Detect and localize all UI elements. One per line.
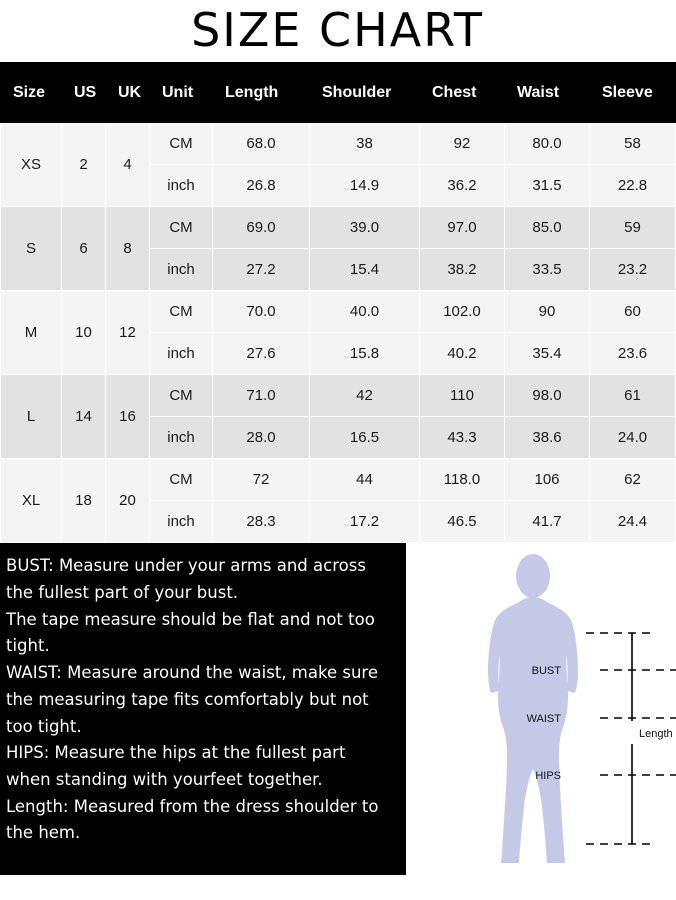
cell-length: 27.2 <box>213 249 310 291</box>
cell-waist: 106 <box>505 459 590 501</box>
instruction-line: when standing with yourfeet together. <box>6 770 323 790</box>
cell-length: 70.0 <box>213 291 310 333</box>
cell-shoulder: 39.0 <box>310 207 420 249</box>
header-length: Length <box>213 63 310 123</box>
cell-us: 14 <box>62 375 106 459</box>
cell-unit: CM <box>150 207 213 249</box>
cell-chest: 38.2 <box>420 249 505 291</box>
cell-unit: CM <box>150 123 213 165</box>
cell-unit: inch <box>150 249 213 291</box>
cell-length: 68.0 <box>213 123 310 165</box>
instruction-line: WAIST: Measure around the waist, make sure <box>6 663 378 683</box>
cell-sleeve: 58 <box>590 123 676 165</box>
cell-shoulder: 17.2 <box>310 501 420 543</box>
instruction-line: the fullest part of your bust. <box>6 583 239 603</box>
cell-length: 28.0 <box>213 417 310 459</box>
cell-length: 72 <box>213 459 310 501</box>
header-sleeve: Sleeve <box>590 63 676 123</box>
cell-sleeve: 24.0 <box>590 417 676 459</box>
cell-chest: 43.3 <box>420 417 505 459</box>
instruction-line: the measuring tape fits comfortably but not <box>6 689 369 709</box>
cell-uk: 20 <box>106 459 150 543</box>
cell-us: 6 <box>62 207 106 291</box>
cell-unit: CM <box>150 291 213 333</box>
cell-length: 28.3 <box>213 501 310 543</box>
cell-waist: 98.0 <box>505 375 590 417</box>
instruction-line: The tape measure should be flat and not too <box>6 609 375 629</box>
cell-sleeve: 23.2 <box>590 249 676 291</box>
cell-length: 27.6 <box>213 333 310 375</box>
header-unit: Unit <box>150 63 213 123</box>
cell-shoulder: 44 <box>310 459 420 501</box>
header-uk: UK <box>106 63 150 123</box>
cell-chest: 40.2 <box>420 333 505 375</box>
cell-size: M <box>1 291 62 375</box>
cell-sleeve: 61 <box>590 375 676 417</box>
cell-chest: 46.5 <box>420 501 505 543</box>
cell-us: 2 <box>62 123 106 207</box>
header-size: Size <box>1 63 62 123</box>
page-title: SIZE CHART <box>191 3 484 57</box>
table-row <box>1 123 676 165</box>
cell-shoulder: 15.4 <box>310 249 420 291</box>
cell-chest: 36.2 <box>420 165 505 207</box>
label-waist: WAIST <box>526 713 561 726</box>
label-hips: HIPS <box>535 770 561 783</box>
female-silhouette-icon <box>488 554 578 863</box>
cell-shoulder: 40.0 <box>310 291 420 333</box>
header-waist: Waist <box>505 63 590 123</box>
cell-size: S <box>1 207 62 291</box>
cell-unit: inch <box>150 333 213 375</box>
cell-unit: CM <box>150 375 213 417</box>
cell-length: 26.8 <box>213 165 310 207</box>
cell-length: 71.0 <box>213 375 310 417</box>
instruction-line: too tight. <box>6 716 82 736</box>
cell-waist: 85.0 <box>505 207 590 249</box>
size-chart-table <box>0 62 676 543</box>
header-us: US <box>62 63 106 123</box>
cell-uk: 16 <box>106 375 150 459</box>
cell-chest: 92 <box>420 123 505 165</box>
instruction-line: HIPS: Measure the hips at the fullest part <box>6 743 346 763</box>
cell-waist: 80.0 <box>505 123 590 165</box>
cell-chest: 118.0 <box>420 459 505 501</box>
instruction-line: BUST: Measure under your arms and across <box>6 556 366 576</box>
cell-sleeve: 60 <box>590 291 676 333</box>
cell-waist: 90 <box>505 291 590 333</box>
cell-sleeve: 62 <box>590 459 676 501</box>
cell-us: 18 <box>62 459 106 543</box>
cell-uk: 8 <box>106 207 150 291</box>
cell-waist: 35.4 <box>505 333 590 375</box>
table-header <box>1 63 676 123</box>
instruction-line: the hem. <box>6 823 81 843</box>
cell-unit: CM <box>150 459 213 501</box>
cell-length: 69.0 <box>213 207 310 249</box>
table-row <box>1 291 676 333</box>
header-shoulder: Shoulder <box>310 63 420 123</box>
cell-sleeve: 24.4 <box>590 501 676 543</box>
table-row <box>1 459 676 501</box>
measurement-instructions <box>0 543 406 875</box>
cell-waist: 33.5 <box>505 249 590 291</box>
cell-shoulder: 14.9 <box>310 165 420 207</box>
cell-uk: 12 <box>106 291 150 375</box>
cell-waist: 41.7 <box>505 501 590 543</box>
cell-shoulder: 38 <box>310 123 420 165</box>
cell-sleeve: 23.6 <box>590 333 676 375</box>
body-measurement-diagram <box>406 543 675 875</box>
cell-sleeve: 22.8 <box>590 165 676 207</box>
cell-unit: inch <box>150 417 213 459</box>
cell-unit: inch <box>150 165 213 207</box>
cell-size: L <box>1 375 62 459</box>
cell-size: XS <box>1 123 62 207</box>
label-bust: BUST <box>531 665 561 678</box>
bottom-section <box>0 543 675 875</box>
cell-chest: 102.0 <box>420 291 505 333</box>
cell-unit: inch <box>150 501 213 543</box>
table-row <box>1 375 676 417</box>
cell-uk: 4 <box>106 123 150 207</box>
cell-shoulder: 42 <box>310 375 420 417</box>
cell-sleeve: 59 <box>590 207 676 249</box>
cell-us: 10 <box>62 291 106 375</box>
label-length: Length <box>639 728 673 741</box>
table-row <box>1 207 676 249</box>
header-chest: Chest <box>420 63 505 123</box>
cell-size: XL <box>1 459 62 543</box>
cell-chest: 97.0 <box>420 207 505 249</box>
cell-shoulder: 15.8 <box>310 333 420 375</box>
table-body <box>1 123 676 543</box>
instruction-line: Length: Measured from the dress shoulder to <box>6 796 379 816</box>
cell-waist: 31.5 <box>505 165 590 207</box>
cell-shoulder: 16.5 <box>310 417 420 459</box>
cell-chest: 110 <box>420 375 505 417</box>
instruction-line: tight. <box>6 636 50 656</box>
cell-waist: 38.6 <box>505 417 590 459</box>
